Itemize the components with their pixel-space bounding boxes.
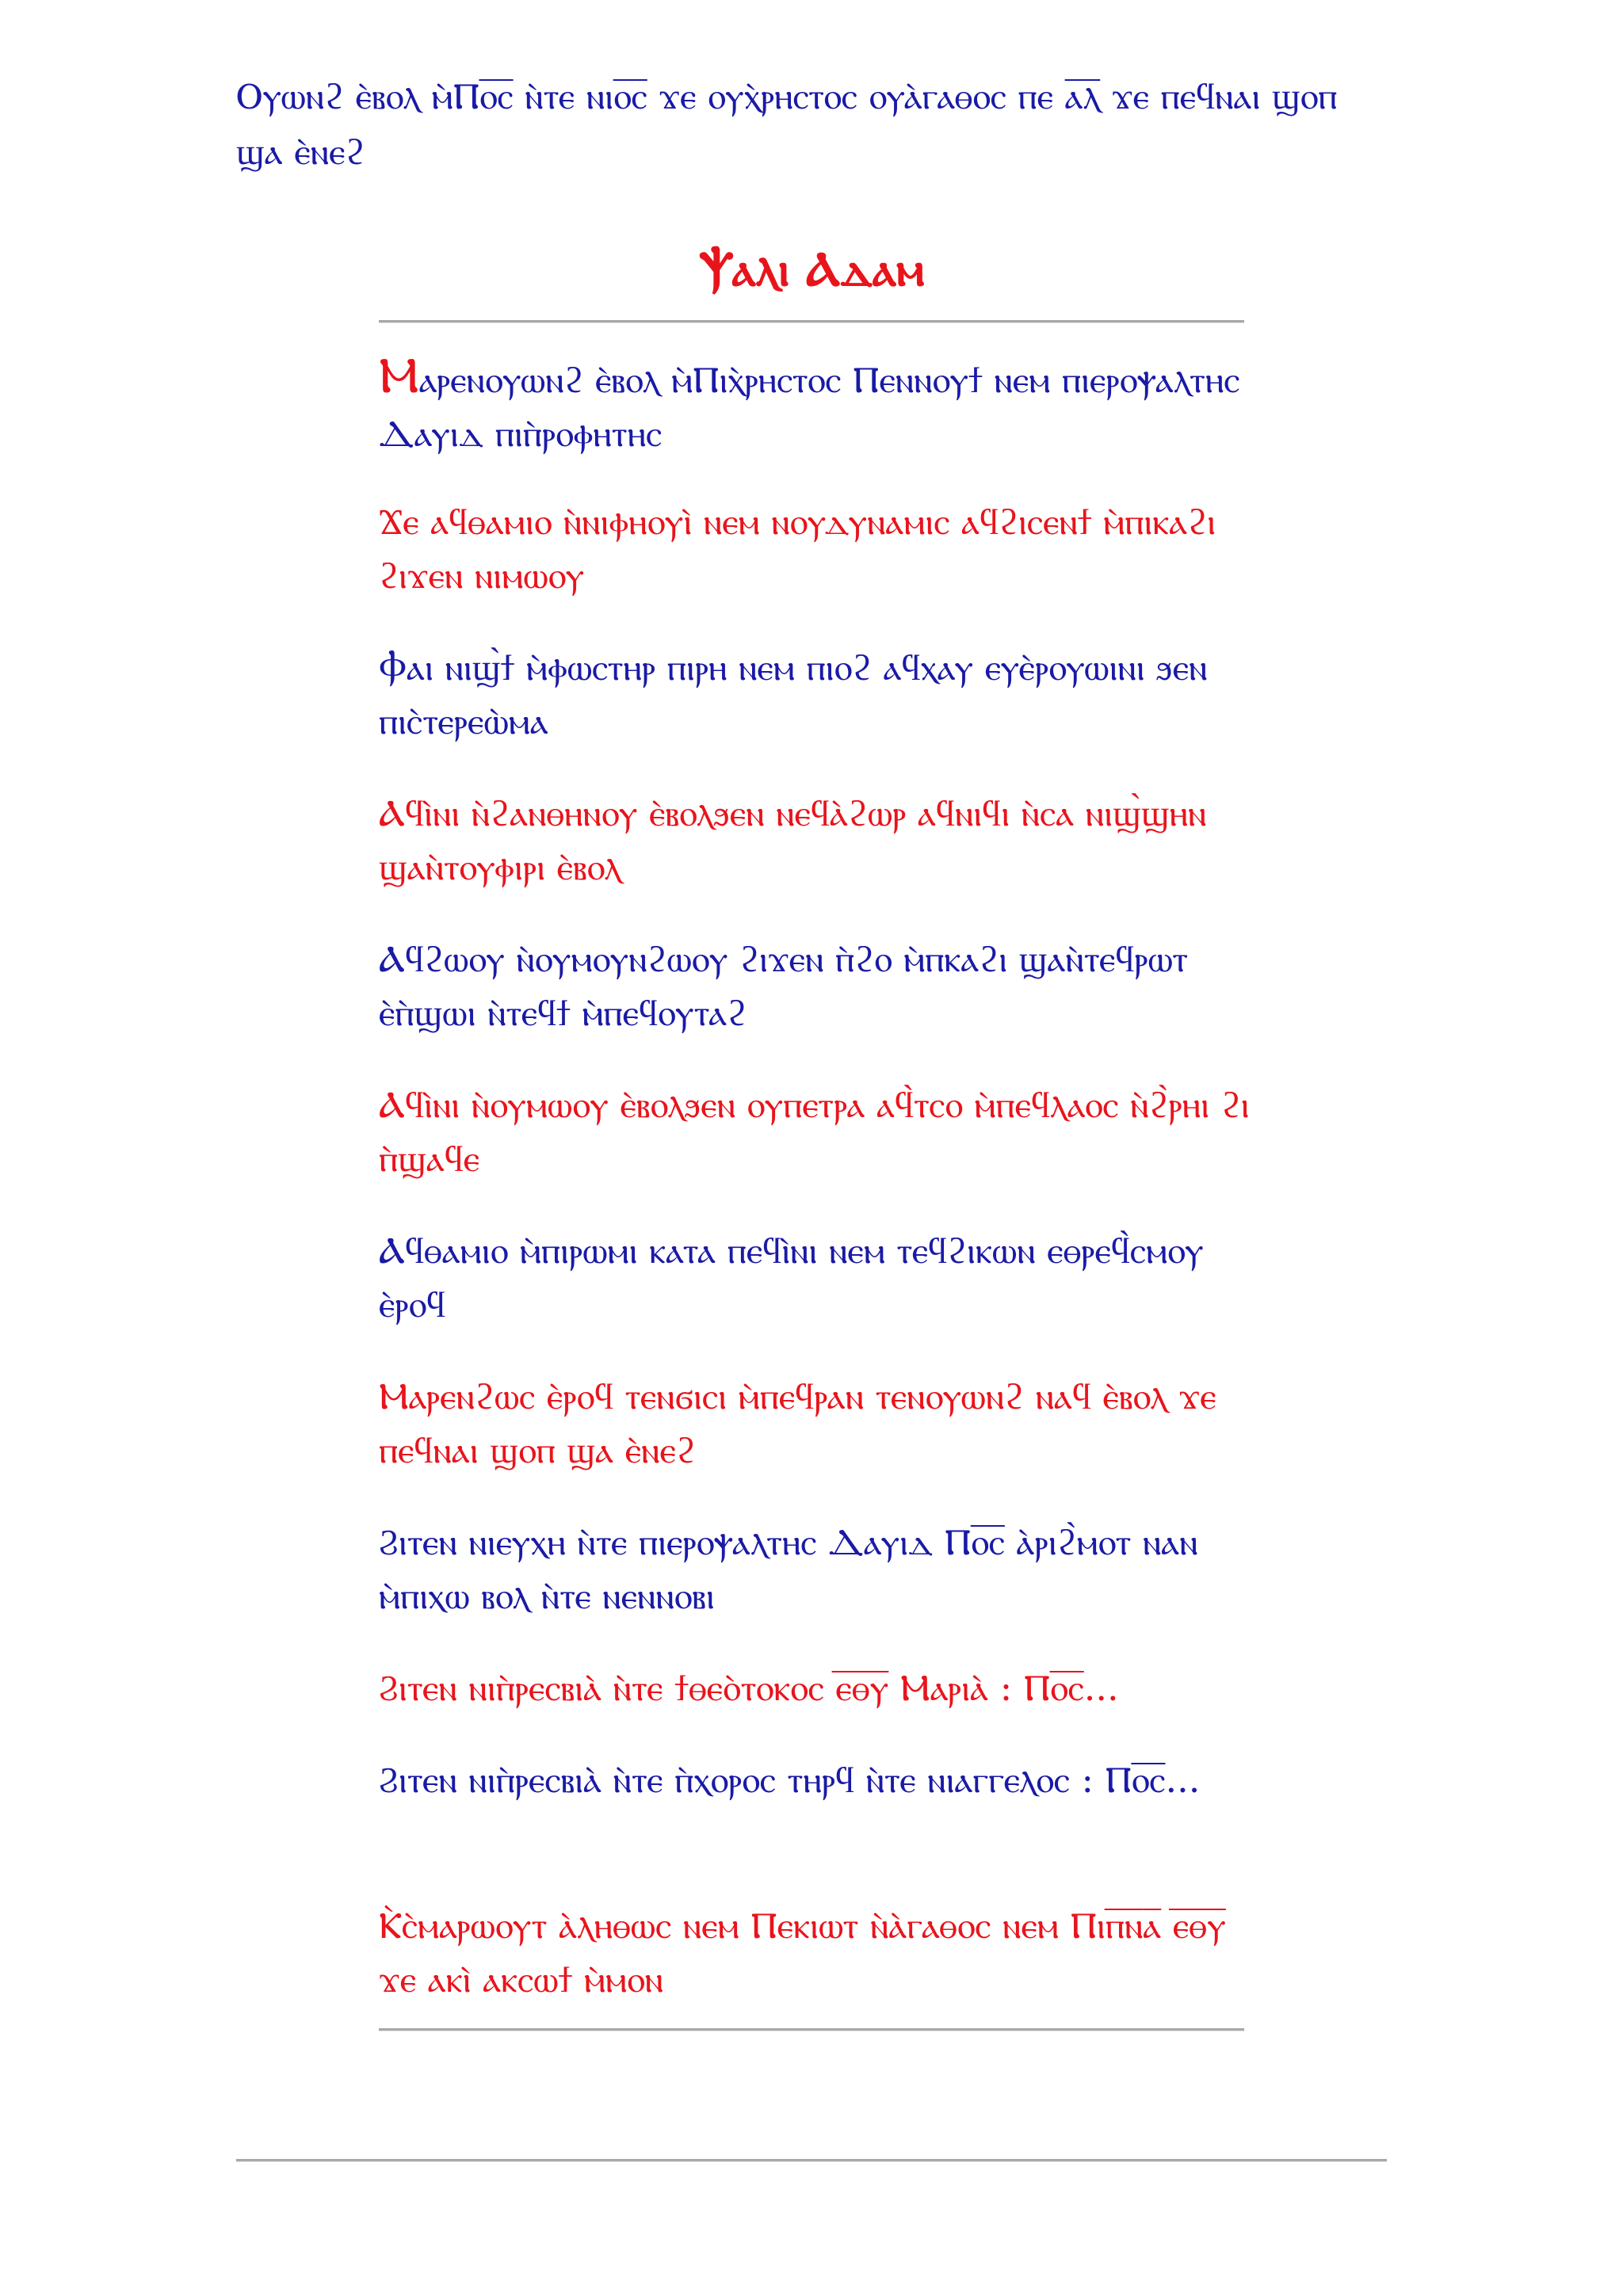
verse-list xyxy=(379,349,1251,2044)
verse-5-text: Ⲁϥϩⲱⲟⲩ ⲛ̀ⲟⲩⲙⲟⲩⲛϩⲱⲟⲩ ϩⲓϫⲉⲛ ⲡ̀ϩⲟ ⲙ̀ⲡⲕⲁϩⲓ ϣⲁⲛ̀ⲧⲉϥⲣⲱⲧ ⲉ̀ⲡ̀ϣⲱⲓ ⲛ̀ⲧⲉϥϯ ⲙ̀ⲡⲉϥⲟⲩⲧⲁϩ xyxy=(379,937,1189,1034)
section-end-divider xyxy=(379,2028,1244,2031)
verse-12-text: Ⲕ̀ⲥ̀ⲙⲁⲣⲱⲟⲩⲧ ⲁ̀ⲗⲏⲑⲱⲥ ⲛⲉⲙ Ⲡⲉⲕⲓⲱⲧ ⲛ̀ⲁ̀ⲅⲁⲑⲟⲥ ⲛⲉⲙ Ⲡⲓⲡ̅ⲛ̅ⲁ̅ ⲉ̅ⲑ̅ⲩ̅ ϫⲉ ⲁⲕⲓ̀ ⲁⲕⲥⲱϯ ⲙ̀ⲙⲟⲛ xyxy=(379,1904,1226,2000)
verse-10-text: Ϩⲓⲧⲉⲛ ⲛⲓⲡ̀ⲣⲉⲥⲃⲓⲁ̀ ⲛ̀ⲧⲉ ϯⲑⲉⲟ̀ⲧⲟⲕⲟⲥ ⲉ̅ⲑ̅ⲩ̅ Ⲙⲁⲣⲓⲁ̀ : Ⲡⲟ̅ⲥ̅... xyxy=(379,1666,1119,1709)
page-footer-divider xyxy=(236,2159,1387,2162)
verse-12 xyxy=(379,1898,1251,2006)
verse-11-text: Ϩⲓⲧⲉⲛ ⲛⲓⲡ̀ⲣⲉⲥⲃⲓⲁ̀ ⲛ̀ⲧⲉ ⲡ̀ⲭⲟⲣⲟⲥ ⲧⲏⲣϥ ⲛ̀ⲧⲉ ⲛⲓⲁⲅⲅⲉⲗⲟⲥ : Ⲡⲟ̅ⲥ̅... xyxy=(379,1758,1201,1801)
verse-8-text: Ⲙⲁⲣⲉⲛϩⲱⲥ ⲉ̀ⲣⲟϥ ⲧⲉⲛϭⲓⲥⲓ ⲙ̀ⲡⲉϥⲣⲁⲛ ⲧⲉⲛⲟⲩⲱⲛϩ ⲛⲁϥ ⲉ̀ⲃⲟⲗ ϫⲉ ⲡⲉϥⲛⲁⲓ ϣⲟⲡ ϣⲁ ⲉ̀ⲛⲉϩ xyxy=(379,1375,1216,1471)
verse-11 xyxy=(379,1753,1251,1860)
verse-1-initial: Ⲙ xyxy=(379,349,419,404)
verse-6-text: Ⲁϥⲓ̀ⲛⲓ ⲛ̀ⲟⲩⲙⲱⲟⲩ ⲉ̀ⲃⲟⲗϧⲉⲛ ⲟⲩⲡⲉⲧⲣⲁ ⲁϥ̀ⲧⲥⲟ ⲙ̀ⲡⲉϥⲗⲁⲟⲥ ⲛ̀ϩ̀ⲣⲏⲓ ϩⲓ ⲡ̀ϣⲁϥⲉ xyxy=(379,1083,1250,1180)
verse-2-text: Ϫⲉ ⲁϥⲑⲁⲙⲓⲟ ⲛ̀ⲛⲓⲫⲏⲟⲩⲓ̀ ⲛⲉⲙ ⲛⲟⲩⲇⲩⲛⲁⲙⲓⲥ ⲁϥϩⲓⲥⲉⲛϯ ⲙ̀ⲡⲓⲕⲁϩⲓ ϩⲓϫⲉⲛ ⲛⲓⲙⲱⲟⲩ xyxy=(379,500,1216,597)
verse-10 xyxy=(379,1661,1251,1714)
intro-refrain: Ⲟⲩⲱⲛϩ ⲉ̀ⲃⲟⲗ ⲙ̀Ⲡⲟ̅ⲥ̅ ⲛ̀ⲧⲉ ⲛⲓⲟ̅ⲥ̅ ϫⲉ ⲟⲩⲭ̀ⲣⲏⲥⲧⲟⲥ ⲟⲩⲁ̀ⲅⲁⲑⲟⲥ ⲡⲉ ⲁ̅ⲗ̅ ϫⲉ ⲡⲉϥⲛⲁⲓ ϣⲟⲡ ϣⲁ ⲉ̀ⲛⲉϩ xyxy=(236,74,1338,173)
verse-3-text: Ⲫⲁⲓ ⲛⲓϣ̀ϯ ⲙ̀ⲫⲱⲥⲧⲏⲣ ⲡⲓⲣⲏ ⲛⲉⲙ ⲡⲓⲟϩ ⲁϥⲭⲁⲩ ⲉⲩⲉ̀ⲣⲟⲩⲱⲓⲛⲓ ϧⲉⲛ ⲡⲓⲥ̀ⲧⲉⲣⲉⲱ̀ⲙⲁ xyxy=(379,646,1208,742)
verse-1-text: ⲁⲣⲉⲛⲟⲩⲱⲛϩ ⲉ̀ⲃⲟⲗ ⲙ̀Ⲡⲓⲭ̀ⲣⲏⲥⲧⲟⲥ Ⲡⲉⲛⲛⲟⲩϯ ⲛⲉⲙ ⲡⲓⲉⲣⲟⲯⲁⲗⲧⲏⲥ Ⲇⲁⲩⲓⲇ ⲡⲓⲡ̀ⲣⲟⲫⲏⲧⲏⲥ xyxy=(379,358,1240,455)
verse-6 xyxy=(379,1077,1251,1185)
verse-3 xyxy=(379,640,1251,748)
verse-9 xyxy=(379,1515,1251,1623)
verse-9-text: Ϩⲓⲧⲉⲛ ⲛⲓⲉⲩⲭⲏ ⲛ̀ⲧⲉ ⲡⲓⲉⲣⲟⲯⲁⲗⲧⲏⲥ Ⲇⲁⲩⲓⲇ Ⲡⲟ̅ⲥ̅ ⲁ̀ⲣⲓϩ̀ⲙⲟⲧ ⲛⲁⲛ ⲙ̀ⲡⲓⲭⲱ ⲃⲟⲗ ⲛ̀ⲧⲉ ⲛⲉⲛⲛⲟⲃⲓ xyxy=(379,1520,1198,1617)
title-divider xyxy=(379,320,1244,323)
verse-2 xyxy=(379,494,1251,602)
page-title: Ⲯⲁⲗⲓ Ⲁⲇⲁⲙ xyxy=(698,242,925,297)
verse-1 xyxy=(379,349,1251,456)
verse-7-text: Ⲁϥⲑⲁⲙⲓⲟ ⲙ̀ⲡⲓⲣⲱⲙⲓ ⲕⲁⲧⲁ ⲡⲉϥⲓ̀ⲛⲓ ⲛⲉⲙ ⲧⲉϥϩⲓⲕⲱⲛ ⲉⲑⲣⲉϥ̀ⲥⲙⲟⲩ ⲉ̀ⲣⲟϥ xyxy=(379,1229,1204,1325)
verse-7 xyxy=(379,1223,1251,1331)
verse-8 xyxy=(379,1369,1251,1477)
verse-4-text: Ⲁϥⲓ̀ⲛⲓ ⲛ̀ϩⲁⲛⲑⲏⲛⲟⲩ ⲉ̀ⲃⲟⲗϧⲉⲛ ⲛⲉϥⲁ̀ϩⲱⲣ ⲁϥⲛⲓϥⲓ ⲛ̀ⲥⲁ ⲛⲓϣ̀ϣⲏⲛ ϣⲁⲛ̀ⲧⲟⲩⲫⲓⲣⲓ ⲉ̀ⲃⲟⲗ xyxy=(379,791,1207,888)
verse-4 xyxy=(379,786,1251,894)
verse-5 xyxy=(379,932,1251,1039)
